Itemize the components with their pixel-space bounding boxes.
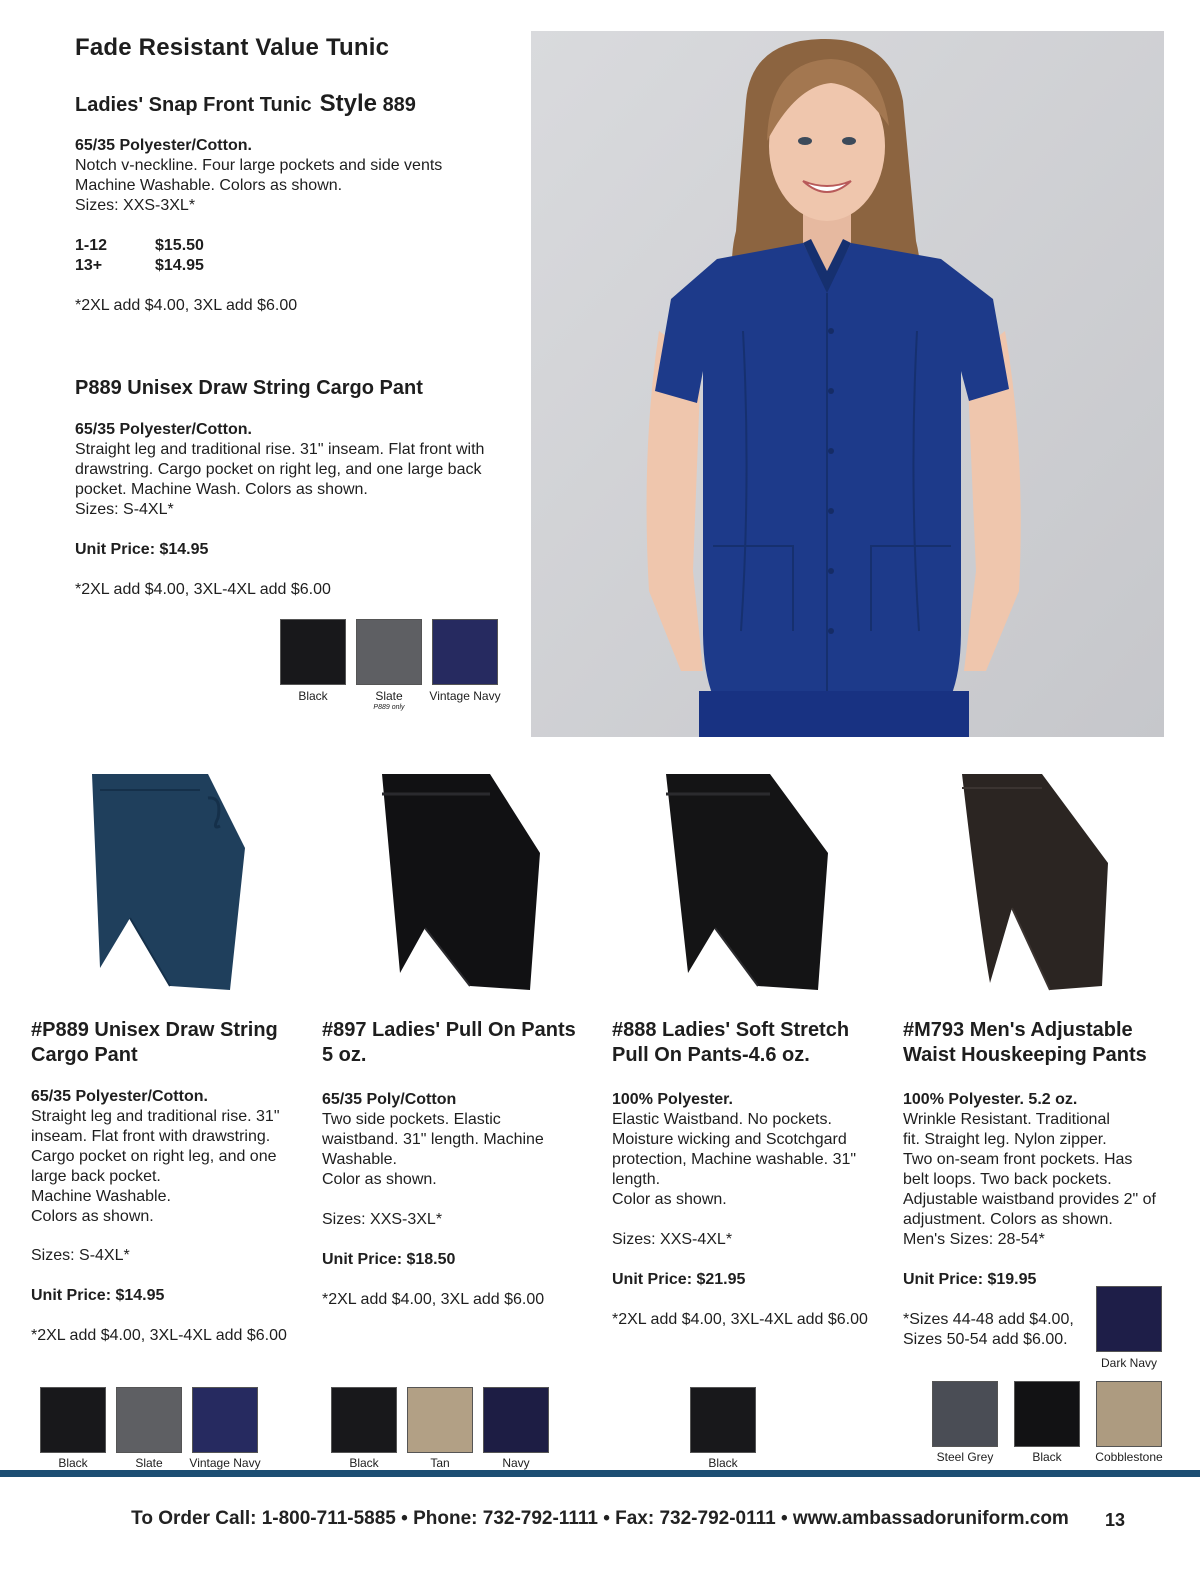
price-qty: 1-12	[75, 237, 108, 254]
product-desc-line: adjustment. Colors as shown.	[903, 1211, 1113, 1228]
product-title-line: Waist Houskeeping Pants	[903, 1044, 1147, 1066]
product-image-p889	[40, 768, 285, 993]
price-row	[75, 236, 204, 256]
product-title	[903, 1018, 1147, 1068]
product-unit-price: Unit Price: $14.95	[31, 1287, 165, 1304]
cargo-desc-line: Sizes: S-4XL*	[75, 501, 174, 518]
swatch-label: Black	[298, 689, 328, 703]
product-title	[612, 1018, 849, 1068]
swatch-label: Dark Navy	[1100, 1356, 1157, 1370]
product-desc-line: Cargo pocket on right leg, and one	[31, 1148, 277, 1165]
product-desc-line: Men's Sizes: 28-54*	[903, 1231, 1045, 1248]
product-desc-line: Two on-seam front pockets. Has	[903, 1151, 1133, 1168]
swatch-steel-grey	[932, 1381, 998, 1447]
product-desc-line: Colors as shown.	[31, 1208, 154, 1225]
product-size-note: *2XL add $4.00, 3XL-4XL add $6.00	[612, 1311, 868, 1328]
section-heading: Fade Resistant Value Tunic	[75, 34, 390, 61]
product-sizes: Sizes: S-4XL*	[31, 1247, 130, 1264]
swatch-label: Black	[1032, 1450, 1062, 1464]
pant-illustration	[340, 768, 570, 993]
model-photo	[531, 31, 1164, 737]
price-value: $14.95	[155, 257, 204, 274]
swatch-vintage-navy	[432, 619, 498, 685]
tunic-title	[75, 90, 416, 118]
swatch-cobblestone	[1096, 1381, 1162, 1447]
order-contact-line: To Order Call: 1-800-711-5885 • Phone: 732-792-1111 • Fax: 732-792-0111 • www.ambassadoruniform.com	[131, 1508, 1069, 1529]
cargo-fabric: 65/35 Polyester/Cotton.	[75, 421, 252, 438]
product-note-line: *Sizes 44-48 add $4.00,	[903, 1311, 1074, 1328]
product-desc-line: Elastic Waistband. No pockets.	[612, 1111, 832, 1128]
product-desc-line: belt loops. Two back pockets.	[903, 1171, 1112, 1188]
swatch-label: Navy	[502, 1456, 530, 1470]
swatch-slate	[356, 619, 422, 685]
tunic-description	[75, 136, 442, 216]
product-title-line: Pull On Pants-4.6 oz.	[612, 1044, 810, 1066]
cargo-size-note: *2XL add $4.00, 3XL-4XL add $6.00	[75, 581, 331, 598]
style-word: Style	[319, 90, 377, 117]
product-desc-line: fit. Straight leg. Nylon zipper.	[903, 1131, 1107, 1148]
product-desc-line: Color as shown.	[322, 1171, 437, 1188]
product-note-line: Sizes 50-54 add $6.00.	[903, 1331, 1068, 1348]
swatch-label: Black	[349, 1456, 379, 1470]
swatch-dark-navy	[1096, 1286, 1162, 1352]
product-title	[31, 1018, 278, 1068]
product-unit-price: Unit Price: $21.95	[612, 1271, 746, 1288]
product-desc-line: waistband. 31" length. Machine	[322, 1131, 544, 1148]
product-desc-line: length.	[612, 1171, 661, 1188]
swatch-label: Vintage Navy	[429, 689, 501, 703]
product-fabric: 100% Polyester.	[612, 1091, 733, 1108]
product-title-line: #M793 Men's Adjustable	[903, 1019, 1133, 1041]
swatch-label: Cobblestone	[1095, 1450, 1163, 1464]
product-image-897	[340, 768, 570, 993]
tunic-size-note: *2XL add $4.00, 3XL add $6.00	[75, 297, 298, 314]
cargo-desc-line: pocket. Machine Wash. Colors as shown.	[75, 481, 368, 498]
cargo-desc-line: drawstring. Cargo pocket on right leg, and one large back	[75, 461, 482, 478]
price-row	[75, 256, 204, 276]
swatch-black	[40, 1387, 106, 1453]
tunic-desc-line: Notch v-neckline. Four large pockets and side vents	[75, 157, 443, 174]
product-size-note	[903, 1310, 1074, 1350]
swatch-black	[280, 619, 346, 685]
product-desc-line: Two side pockets. Elastic	[322, 1111, 501, 1128]
product-fabric: 65/35 Polyester/Cotton.	[31, 1088, 208, 1105]
product-sizes: Sizes: XXS-4XL*	[612, 1231, 733, 1248]
tunic-title-text: Ladies' Snap Front Tunic	[75, 94, 312, 116]
pant-illustration	[930, 768, 1145, 993]
model-illustration	[531, 31, 1164, 737]
swatch-black	[1014, 1381, 1080, 1447]
swatch-note: P889 only	[373, 704, 405, 711]
product-image-888	[630, 768, 860, 993]
product-sizes: Sizes: XXS-3XL*	[322, 1211, 443, 1228]
product-desc-line: protection, Machine washable. 31"	[612, 1151, 857, 1168]
cargo-description	[75, 420, 484, 520]
product-title-line: Cargo Pant	[31, 1044, 138, 1066]
swatch-label: Vintage Navy	[189, 1456, 261, 1470]
product-size-note: *2XL add $4.00, 3XL-4XL add $6.00	[31, 1327, 287, 1344]
swatch-tan	[407, 1387, 473, 1453]
style-number: 889	[382, 94, 416, 116]
footer-rule	[0, 1470, 1200, 1477]
swatch-slate	[116, 1387, 182, 1453]
product-unit-price: Unit Price: $19.95	[903, 1271, 1037, 1288]
product-description	[322, 1090, 544, 1190]
product-unit-price: Unit Price: $18.50	[322, 1251, 456, 1268]
pant-illustration	[630, 768, 860, 993]
page-number: 13	[1105, 1510, 1126, 1530]
swatch-label: Black	[58, 1456, 88, 1470]
swatch-black	[331, 1387, 397, 1453]
product-description	[612, 1090, 856, 1210]
product-title-line: #888 Ladies' Soft Stretch	[612, 1019, 850, 1041]
swatch-vintage-navy	[192, 1387, 258, 1453]
product-title-line: #897 Ladies' Pull On Pants	[322, 1019, 576, 1041]
tunic-price-table	[75, 236, 204, 276]
product-title	[322, 1018, 576, 1068]
product-desc-line: inseam. Flat front with drawstring.	[31, 1128, 271, 1145]
product-fabric: 100% Polyester. 5.2 oz.	[903, 1091, 1078, 1108]
cargo-title: P889 Unisex Draw String Cargo Pant	[75, 377, 423, 399]
tunic-fabric: 65/35 Polyester/Cotton.	[75, 137, 252, 154]
product-description	[31, 1087, 280, 1227]
swatch-label: Tan	[430, 1456, 450, 1470]
product-desc-line: Machine Washable.	[31, 1188, 171, 1205]
pant-illustration	[40, 768, 285, 993]
product-fabric: 65/35 Poly/Cotton	[322, 1091, 457, 1108]
product-desc-line: Straight leg and traditional rise. 31"	[31, 1108, 280, 1125]
swatch-label: Black	[708, 1456, 738, 1470]
product-desc-line: Adjustable waistband provides 2" of	[903, 1191, 1156, 1208]
swatch-navy	[483, 1387, 549, 1453]
product-description	[903, 1090, 1156, 1250]
cargo-unit-price: Unit Price: $14.95	[75, 541, 209, 558]
product-desc-line: Wrinkle Resistant. Traditional	[903, 1111, 1110, 1128]
product-title-line: #P889 Unisex Draw String	[31, 1019, 278, 1041]
tunic-desc-line: Sizes: XXS-3XL*	[75, 197, 196, 214]
cargo-desc-line: Straight leg and traditional rise. 31" inseam. Flat front with	[75, 441, 485, 458]
product-size-note: *2XL add $4.00, 3XL add $6.00	[322, 1291, 545, 1308]
product-desc-line: Washable.	[322, 1151, 397, 1168]
swatch-black	[690, 1387, 756, 1453]
swatch-label: Steel Grey	[936, 1450, 994, 1464]
product-title-line: 5 oz.	[322, 1044, 367, 1066]
swatch-label: Slate	[375, 689, 403, 703]
tunic-desc-line: Machine Washable. Colors as shown.	[75, 177, 343, 194]
product-desc-line: large back pocket.	[31, 1168, 161, 1185]
product-image-m793	[930, 768, 1145, 993]
price-qty: 13+	[75, 257, 103, 274]
product-desc-line: Moisture wicking and Scotchgard	[612, 1131, 847, 1148]
product-desc-line: Color as shown.	[612, 1191, 727, 1208]
swatch-label: Slate	[135, 1456, 163, 1470]
price-value: $15.50	[155, 237, 204, 254]
